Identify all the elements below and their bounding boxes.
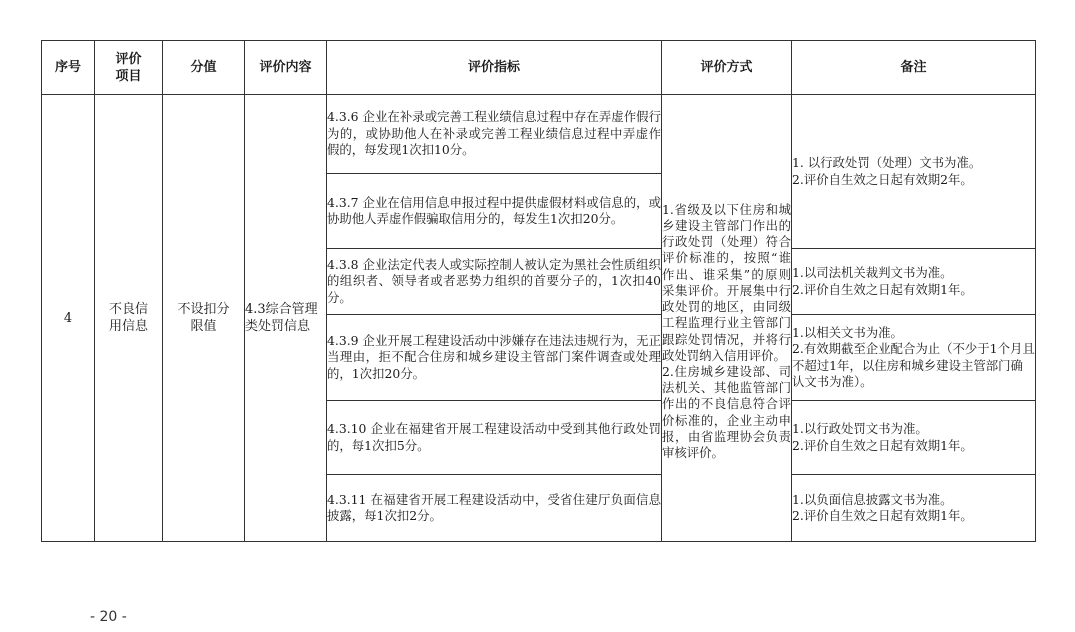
header-indicator: 评价指标 <box>327 41 662 95</box>
header-content: 评价内容 <box>245 41 327 95</box>
header-note: 备注 <box>792 41 1036 95</box>
cell-method <box>662 95 792 542</box>
header-row <box>42 41 1036 95</box>
evaluation-table <box>41 40 1036 542</box>
note-4-3-9: 1.以相关文书为准。 2.有效期截至企业配合为止（不少于1个月且不超过1年，以住房和城乡建设主管部门确认文书为准）。 <box>792 315 1036 401</box>
cell-score: 不设扣分 限值 <box>163 95 245 542</box>
page-number: - 20 - <box>90 609 127 625</box>
indicator-4-3-7: 4.3.7 企业在信用信息申报过程中提供虚假材料或信息的，或协助他人弄虚作假骗取信用分的，每发生1次扣20分。 <box>327 174 662 249</box>
header-seq: 序号 <box>42 41 95 95</box>
indicator-4-3-6: 4.3.6 企业在补录或完善工程业绩信息过程中存在弄虚作假行为的，或协助他人在补录或完善工程业绩信息过程中弄虚作假的，每发现1次扣10分。 <box>327 95 662 174</box>
header-score: 分值 <box>163 41 245 95</box>
indicator-4-3-11: 4.3.11 在福建省开展工程建设活动中，受省住建厅负面信息披露，每1次扣2分。 <box>327 475 662 542</box>
cell-content: 4.3综合管理类处罚信息 <box>245 95 327 542</box>
indicator-4-3-9: 4.3.9 企业开展工程建设活动中涉嫌存在违法违规行为，无正当理由，拒不配合住房和城乡建设主管部门案件调查或处理的，1次扣20分。 <box>327 315 662 401</box>
note-4-3-11: 1.以负面信息披露文书为准。 2.评价自生效之日起有效期1年。 <box>792 475 1036 542</box>
note-4-3-10: 1.以行政处罚文书为准。 2.评价自生效之日起有效期1年。 <box>792 401 1036 475</box>
table-row <box>42 95 1036 174</box>
cell-item: 不良信 用信息 <box>95 95 163 542</box>
indicator-4-3-10: 4.3.10 企业在福建省开展工程建设活动中受到其他行政处罚的，每1次扣5分。 <box>327 401 662 475</box>
header-method: 评价方式 <box>662 41 792 95</box>
method-text: 1.省级及以下住房和城乡建设主管部门作出的行政处罚（处理）符合评价标准的，按照“谁作出、谁采集”的原则采集评价。开展集中行政处罚的地区，由同级工程监理行业主管部门跟踪处罚情况，并将行政处罚纳入信用评价。 2.住房城乡建设部、司法机关、其他监管部门作出的不良信息符合评价标准的，企业主动申报，由省监理协会负责审核评价。 <box>662 201 791 460</box>
indicator-4-3-8: 4.3.8 企业法定代表人或实际控制人被认定为黑社会性质组织的组织者、领导者或者恶势力组织的首要分子的，1次扣40分。 <box>327 249 662 315</box>
cell-seq: 4 <box>42 95 95 542</box>
note-4-3-6: 1. 以行政处罚（处理）文书为准。 2.评价自生效之日起有效期2年。 <box>792 95 1036 249</box>
note-4-3-8: 1.以司法机关裁判文书为准。 2.评价自生效之日起有效期1年。 <box>792 249 1036 315</box>
header-item: 评价 项目 <box>95 41 163 95</box>
